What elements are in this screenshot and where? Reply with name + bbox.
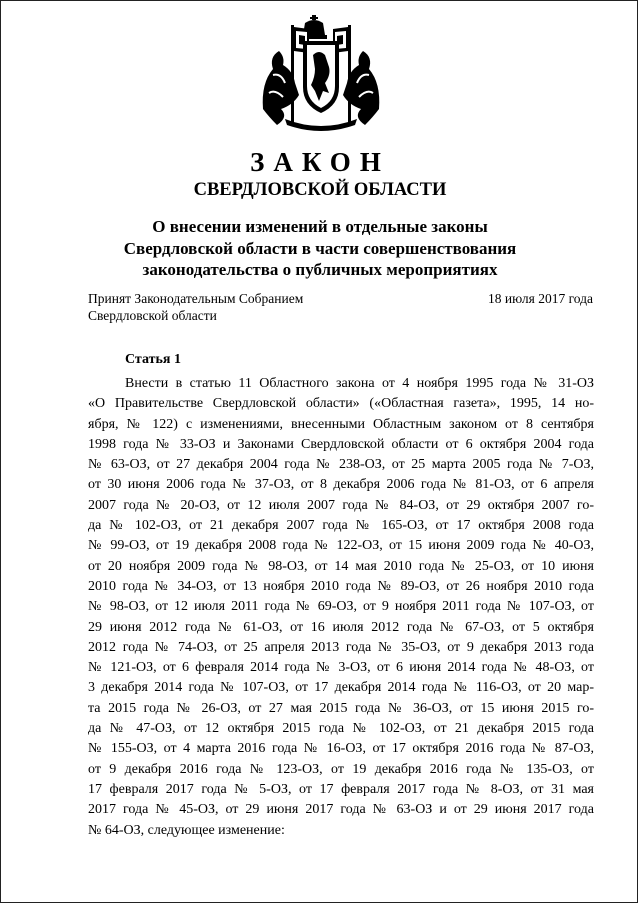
text-line: от 20 ноября 2009 года № 98-ОЗ, от 14 мая 2010 года № 25-ОЗ, от 10 июня: [88, 558, 594, 574]
document-type: ЗАКОН: [250, 147, 390, 177]
law-title: [1, 216, 639, 281]
text-line: 3 декабря 2014 года № 107-ОЗ, от 17 декабря 2014 года № 116-ОЗ, от 20 мар-: [88, 680, 594, 696]
article-heading: Статья 1: [125, 352, 181, 367]
text-line: та 2015 года № 26-ОЗ, от 27 мая 2015 года № 36-ОЗ, от 15 июня 2015 го-: [88, 700, 594, 716]
adoption-line: Свердловской области: [88, 308, 217, 323]
adoption-authority: [88, 290, 303, 324]
text-line: № 121-ОЗ, от 6 февраля 2014 года № 3-ОЗ, от 6 июня 2014 года № 48-ОЗ, от: [88, 660, 594, 676]
law-title-line: законодательства о публичных мероприятиях: [142, 260, 498, 279]
text-line: № 64-ОЗ, следующее изменение:: [88, 822, 285, 838]
text-line: да № 47-ОЗ, от 12 октября 2015 года № 102-ОЗ, от 21 декабря 2015 года: [88, 721, 594, 737]
text-line: 17 февраля 2017 года № 5-ОЗ, от 17 февраля 2017 года № 8-ОЗ, от 31 мая: [88, 781, 594, 797]
coat-of-arms-icon: [259, 13, 383, 133]
text-line: ября, № 122) с изменениями, внесенными Областным законом от 8 сентября: [88, 416, 594, 432]
text-line: № 98-ОЗ, от 12 июля 2011 года № 69-ОЗ, от 9 ноября 2011 года № 107-ОЗ, от: [88, 599, 594, 615]
article-body: [88, 374, 594, 841]
adoption-line: Принят Законодательным Собранием: [88, 291, 304, 306]
text-line: № 155-ОЗ, от 4 марта 2016 года № 16-ОЗ, от 17 октября 2016 года № 87-ОЗ,: [88, 741, 594, 757]
text-line: от 9 декабря 2016 года № 123-ОЗ, от 19 декабря 2016 года № 135-ОЗ, от: [88, 761, 594, 777]
text-line: 29 июня 2012 года № 61-ОЗ, от 16 июля 2012 года № 67-ОЗ, от 5 октября: [88, 619, 594, 635]
text-line: от 30 июня 2006 года № 37-ОЗ, от 8 декабря 2006 года № 81-ОЗ, от 6 апреля: [88, 477, 594, 493]
text-line: да № 102-ОЗ, от 21 декабря 2007 года № 165-ОЗ, от 17 октября 2008 года: [88, 518, 594, 534]
text-line: 2007 года № 20-ОЗ, от 12 июля 2007 года № 84-ОЗ, от 29 октября 2007 го-: [88, 497, 594, 513]
text-line: «О Правительстве Свердловской области» («Областная газета», 1995, 14 но-: [88, 396, 594, 412]
region-name: СВЕРДЛОВСКОЙ ОБЛАСТИ: [193, 180, 447, 200]
adoption-date: 18 июля 2017 года: [488, 291, 593, 306]
law-title-line: Свердловской области в части совершенствования: [123, 238, 517, 258]
text-line: Внести в статью 11 Областного закона от 4 ноября 1995 года № 31-ОЗ: [125, 376, 594, 391]
text-line: 2010 года № 34-ОЗ, от 13 ноября 2010 года № 89-ОЗ, от 26 ноября 2010 года: [88, 578, 594, 594]
law-title-line: О внесении изменений в отдельные законы: [152, 217, 488, 236]
text-line: № 99-ОЗ, от 19 декабря 2008 года № 122-ОЗ, от 15 июня 2009 года № 40-ОЗ,: [88, 538, 594, 554]
text-line: № 63-ОЗ, от 27 декабря 2004 года № 238-ОЗ, от 25 марта 2005 года № 7-ОЗ,: [88, 457, 594, 473]
text-line: 1998 года № 33-ОЗ и Законами Свердловской области от 6 октября 2004 года: [88, 436, 594, 452]
text-line: 2012 года № 74-ОЗ, от 25 апреля 2013 года № 35-ОЗ, от 9 декабря 2013 года: [88, 639, 594, 655]
text-line: 2017 года № 45-ОЗ, от 29 июня 2017 года № 63-ОЗ и от 29 июня 2017 года: [88, 802, 594, 818]
